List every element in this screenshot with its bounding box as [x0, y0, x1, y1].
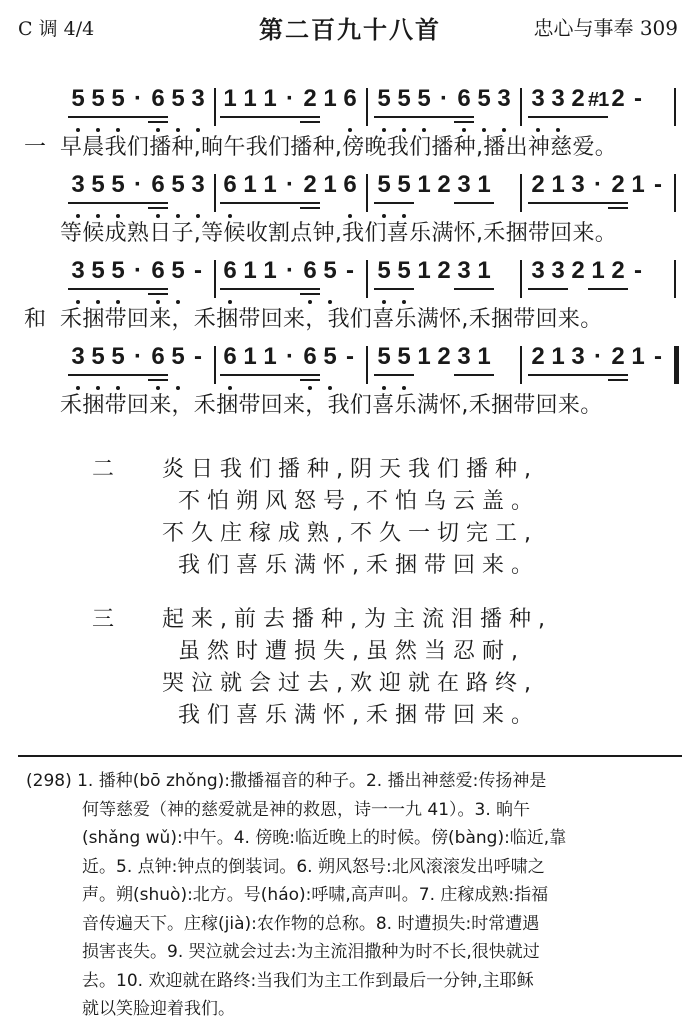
- note-digit: 6: [151, 343, 165, 370]
- underline: [474, 374, 494, 376]
- underline: [588, 202, 608, 204]
- underline: [608, 374, 628, 376]
- note-digit: 6: [303, 257, 317, 284]
- note-digit: ·: [134, 85, 142, 112]
- note-digit: 2: [531, 343, 545, 370]
- note-digit: -: [654, 171, 662, 198]
- note-digit: 5: [323, 343, 337, 370]
- underline: [300, 379, 320, 381]
- underline: [474, 288, 494, 290]
- note-digit: 1: [477, 257, 491, 284]
- underline: [128, 288, 148, 290]
- note-digit: 6: [223, 171, 237, 198]
- underline: [240, 374, 260, 376]
- note-digit: 1: [417, 171, 431, 198]
- note-digit: 1: [263, 85, 277, 112]
- underline: [608, 379, 628, 381]
- underline: [260, 288, 280, 290]
- underline: [374, 202, 394, 204]
- underline: [68, 288, 88, 290]
- key-signature: C 调 4/4: [18, 18, 95, 40]
- note-digit: 2: [437, 343, 451, 370]
- note-digit: 3: [457, 343, 471, 370]
- underline: [280, 374, 300, 376]
- verse-3-number: 三: [92, 607, 115, 632]
- note-digit: 1: [477, 171, 491, 198]
- underline: [454, 121, 474, 123]
- barline: [214, 346, 216, 384]
- underline: [394, 374, 414, 376]
- note-digit: 2: [571, 257, 585, 284]
- verse-2-number: 二: [92, 457, 115, 482]
- barline: [674, 88, 676, 126]
- footnote-line: 去。10. 欢迎就在路终:当我们为主工作到最后一分钟,主耶稣: [82, 970, 534, 991]
- underline: [148, 288, 168, 290]
- lyric-line: 早晨我们播种,晌午我们播种,傍晚我们播种,播出神慈爱。: [60, 135, 618, 160]
- underline: [108, 374, 128, 376]
- verse-2-line-4: 我们喜乐满怀,禾捆带回来。: [178, 553, 540, 578]
- note-digit: 3: [571, 171, 585, 198]
- note-digit: 2: [611, 171, 625, 198]
- note-digit: #1: [588, 89, 609, 111]
- note-digit: 5: [477, 85, 491, 112]
- underline: [240, 116, 260, 118]
- underline: [300, 202, 320, 204]
- barline: [674, 174, 676, 212]
- lyric-line: 等候成熟日子,等候收割点钟,我们喜乐满怀,禾捆带回来。: [60, 221, 618, 246]
- note-digit: -: [346, 257, 354, 284]
- underline: [300, 293, 320, 295]
- underline: [454, 202, 474, 204]
- verse-3-line-4: 我们喜乐满怀,禾捆带回来。: [178, 703, 540, 728]
- underline: [548, 116, 568, 118]
- note-digit: 6: [151, 171, 165, 198]
- note-digit: 3: [571, 343, 585, 370]
- hymn-category: 忠心与事奉 309: [533, 16, 678, 40]
- note-digit: 5: [111, 85, 125, 112]
- note-digit: -: [194, 343, 202, 370]
- barline: [214, 174, 216, 212]
- note-digit: 6: [457, 85, 471, 112]
- footnote-divider: [18, 755, 682, 757]
- note-digit: -: [634, 85, 642, 112]
- note-digit: ·: [134, 343, 142, 370]
- final-barline: [674, 346, 679, 384]
- underline: [374, 116, 394, 118]
- underline: [220, 116, 240, 118]
- underline: [454, 288, 474, 290]
- hymn-title: 第二百九十八首: [259, 16, 441, 44]
- underline: [608, 207, 628, 209]
- note-digit: ·: [286, 257, 294, 284]
- note-digit: 3: [191, 85, 205, 112]
- note-digit: 5: [111, 171, 125, 198]
- note-digit: 3: [457, 171, 471, 198]
- underline: [434, 116, 454, 118]
- underline: [300, 288, 320, 290]
- underline: [374, 288, 394, 290]
- note-digit: -: [194, 257, 202, 284]
- underline: [240, 288, 260, 290]
- barline: [520, 88, 522, 126]
- barline: [520, 260, 522, 298]
- underline: [454, 116, 474, 118]
- underline: [88, 374, 108, 376]
- footnote-line: 近。5. 点钟:钟点的倒装词。6. 朔风怒号:北风滚滚发出呼啸之: [82, 856, 545, 877]
- lyric-line: 禾捆带回来，禾捆带回来，我们喜乐满怀,禾捆带回来。: [60, 307, 603, 332]
- note-digit: 1: [243, 343, 257, 370]
- note-digit: 6: [343, 171, 357, 198]
- note-digit: -: [634, 257, 642, 284]
- verse-3-line-2: 虽然时遭损失,虽然当忍耐,: [178, 639, 525, 664]
- underline: [300, 374, 320, 376]
- note-digit: 1: [263, 257, 277, 284]
- underline: [300, 207, 320, 209]
- underline: [128, 202, 148, 204]
- note-digit: 5: [91, 257, 105, 284]
- underline: [528, 116, 548, 118]
- underline: [260, 374, 280, 376]
- note-digit: 5: [377, 171, 391, 198]
- underline: [260, 116, 280, 118]
- underline: [128, 374, 148, 376]
- note-digit: 6: [223, 343, 237, 370]
- underline: [88, 288, 108, 290]
- note-digit: 2: [303, 85, 317, 112]
- lyric-label: 一: [24, 135, 47, 160]
- note-digit: 5: [397, 85, 411, 112]
- verse-2-line-2: 不怕朔风怒号,不怕乌云盖。: [178, 489, 540, 514]
- note-digit: 6: [343, 85, 357, 112]
- note-digit: 6: [151, 85, 165, 112]
- verse-2-line-3: 不久庄稼成熟,不久一切完工,: [162, 521, 538, 546]
- underline: [300, 121, 320, 123]
- note-digit: 3: [191, 171, 205, 198]
- note-digit: 3: [71, 343, 85, 370]
- note-digit: 1: [631, 343, 645, 370]
- note-digit: 2: [611, 257, 625, 284]
- footnote-line: 声。朔(shuò):北方。号(háo):呼啸,高声叫。7. 庄稼成熟:指福: [82, 885, 549, 905]
- underline: [220, 374, 240, 376]
- barline: [214, 260, 216, 298]
- underline: [280, 116, 300, 118]
- underline: [588, 116, 608, 118]
- underline: [148, 379, 168, 381]
- underline: [88, 116, 108, 118]
- note-digit: 5: [397, 171, 411, 198]
- note-digit: 2: [611, 343, 625, 370]
- underline: [548, 202, 568, 204]
- underline: [568, 202, 588, 204]
- note-digit: 5: [171, 257, 185, 284]
- note-digit: 3: [71, 171, 85, 198]
- note-digit: ·: [286, 343, 294, 370]
- note-digit: 5: [397, 257, 411, 284]
- note-digit: 1: [323, 85, 337, 112]
- underline: [548, 288, 568, 290]
- note-digit: 6: [151, 257, 165, 284]
- note-digit: 1: [631, 171, 645, 198]
- note-digit: 2: [611, 85, 625, 112]
- note-digit: 1: [243, 171, 257, 198]
- underline: [148, 293, 168, 295]
- underline: [568, 374, 588, 376]
- barline: [520, 174, 522, 212]
- note-digit: 1: [243, 257, 257, 284]
- note-digit: 5: [171, 343, 185, 370]
- note-digit: 3: [71, 257, 85, 284]
- note-digit: ·: [286, 85, 294, 112]
- underline: [454, 374, 474, 376]
- barline: [366, 174, 368, 212]
- underline: [68, 202, 88, 204]
- underline: [260, 202, 280, 204]
- note-digit: 1: [551, 171, 565, 198]
- lyric-line: 禾捆带回来，禾捆带回来，我们喜乐满怀,禾捆带回来。: [60, 393, 603, 418]
- note-digit: 5: [91, 85, 105, 112]
- note-digit: 5: [377, 343, 391, 370]
- underline: [528, 288, 548, 290]
- note-digit: ·: [134, 257, 142, 284]
- note-digit: 2: [531, 171, 545, 198]
- note-digit: 5: [171, 171, 185, 198]
- underline: [394, 288, 414, 290]
- note-digit: 2: [437, 257, 451, 284]
- underline: [148, 374, 168, 376]
- note-digit: 5: [111, 343, 125, 370]
- underline: [128, 116, 148, 118]
- note-digit: 3: [457, 257, 471, 284]
- underline: [394, 202, 414, 204]
- barline: [366, 88, 368, 126]
- footnote-line: 就以笑脸迎着我们。: [82, 999, 235, 1019]
- note-digit: 5: [171, 85, 185, 112]
- note-digit: 6: [303, 343, 317, 370]
- underline: [108, 202, 128, 204]
- underline: [474, 202, 494, 204]
- note-digit: 5: [397, 343, 411, 370]
- verse-3-line-3: 哭泣就会过去,欢迎就在路终,: [162, 671, 538, 696]
- note-digit: 6: [223, 257, 237, 284]
- underline: [588, 288, 608, 290]
- note-digit: 5: [111, 257, 125, 284]
- underline: [148, 202, 168, 204]
- note-digit: 5: [377, 85, 391, 112]
- underline: [528, 202, 548, 204]
- underline: [148, 116, 168, 118]
- barline: [674, 260, 676, 298]
- underline: [108, 116, 128, 118]
- verse-2-line-1: 炎日我们播种,阴天我们播种,: [162, 457, 538, 482]
- note-digit: 1: [591, 257, 605, 284]
- underline: [394, 116, 414, 118]
- note-digit: ·: [594, 171, 602, 198]
- note-digit: 5: [323, 257, 337, 284]
- note-digit: 2: [303, 171, 317, 198]
- note-digit: 1: [417, 343, 431, 370]
- underline: [68, 116, 88, 118]
- underline: [608, 202, 628, 204]
- note-digit: 1: [263, 171, 277, 198]
- underline: [108, 288, 128, 290]
- note-digit: 5: [377, 257, 391, 284]
- note-digit: -: [346, 343, 354, 370]
- note-digit: 2: [571, 85, 585, 112]
- note-digit: 1: [263, 343, 277, 370]
- footnote-line: (shǎng wǔ):中午。4. 傍晚:临近晚上的时候。傍(bàng):临近,靠: [82, 828, 567, 848]
- note-digit: 3: [551, 257, 565, 284]
- footnote-line: (298) 1. 播种(bō zhǒng):撒播福音的种子。2. 播出神慈爱:传扬神是: [26, 771, 547, 791]
- underline: [568, 116, 588, 118]
- underline: [608, 288, 628, 290]
- note-digit: ·: [440, 85, 448, 112]
- lyric-label: 和: [24, 307, 47, 332]
- note-digit: -: [654, 343, 662, 370]
- underline: [374, 374, 394, 376]
- note-digit: ·: [594, 343, 602, 370]
- underline: [240, 202, 260, 204]
- underline: [280, 202, 300, 204]
- note-digit: ·: [286, 171, 294, 198]
- note-digit: 2: [437, 171, 451, 198]
- note-digit: ·: [134, 171, 142, 198]
- note-digit: 3: [531, 257, 545, 284]
- barline: [366, 346, 368, 384]
- underline: [220, 202, 240, 204]
- verse-3-line-1: 起来,前去播种,为主流泪播种,: [162, 607, 552, 632]
- note-digit: 1: [417, 257, 431, 284]
- underline: [88, 202, 108, 204]
- underline: [148, 207, 168, 209]
- note-digit: 5: [91, 171, 105, 198]
- underline: [68, 374, 88, 376]
- underline: [414, 116, 434, 118]
- underline: [220, 288, 240, 290]
- note-digit: 5: [71, 85, 85, 112]
- note-digit: 1: [477, 343, 491, 370]
- note-digit: 1: [243, 85, 257, 112]
- note-digit: 1: [323, 171, 337, 198]
- note-digit: 3: [531, 85, 545, 112]
- underline: [588, 374, 608, 376]
- barline: [366, 260, 368, 298]
- footnotes: [26, 767, 676, 1024]
- underline: [300, 116, 320, 118]
- footnote-line: 何等慈爱（神的慈爱就是神的救恩，诗一一九 41）。3. 晌午: [82, 799, 531, 820]
- note-digit: 1: [223, 85, 237, 112]
- barline: [214, 88, 216, 126]
- underline: [528, 374, 548, 376]
- note-digit: 3: [551, 85, 565, 112]
- note-digit: 3: [497, 85, 511, 112]
- underline: [548, 374, 568, 376]
- note-digit: 5: [417, 85, 431, 112]
- note-digit: 1: [551, 343, 565, 370]
- footnote-line: 音传遍天下。庄稼(jià):农作物的总称。8. 时遭损失:时常遭遇: [82, 913, 540, 934]
- barline: [520, 346, 522, 384]
- footnote-line: 损害丧失。9. 哭泣就会过去:为主流泪撒种为时不长,很快就过: [82, 942, 540, 962]
- underline: [148, 121, 168, 123]
- note-digit: 5: [91, 343, 105, 370]
- underline: [280, 288, 300, 290]
